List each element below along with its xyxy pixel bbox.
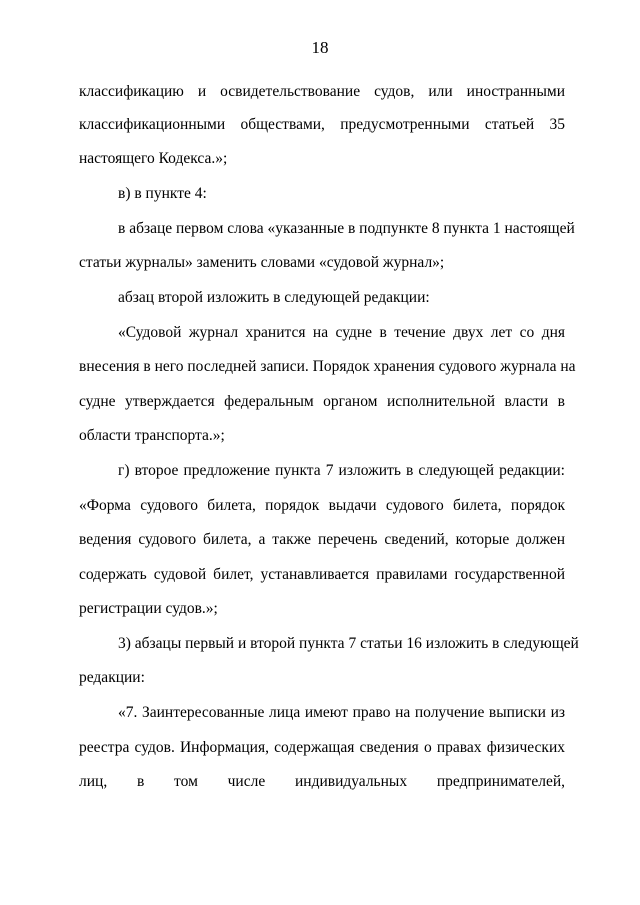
text-line: настоящего Кодекса.»;: [79, 150, 228, 167]
text-line: редакции:: [79, 669, 145, 686]
text-line: «7. Заинтересованные лица имеют право на получение выписки из: [118, 704, 565, 721]
text-line: судне утверждается федеральным органом исполнительной власти в: [79, 393, 565, 410]
text-line: в) в пункте 4:: [118, 185, 207, 202]
text-line: содержать судовой билет, устанавливается правилами государственной: [79, 566, 565, 583]
text-line: абзац второй изложить в следующей редакции:: [118, 289, 430, 306]
text-line: классификацию и освидетельствование судов, или иностранными: [79, 83, 565, 100]
page-number: 18: [311, 38, 329, 57]
text-line: области транспорта.»;: [79, 427, 225, 444]
text-line: «Судовой журнал хранится на судне в течение двух лет со дня: [118, 324, 565, 341]
text-line: «Форма судового билета, порядок выдачи судового билета, порядок: [79, 497, 565, 514]
text-line: регистрации судов.»;: [79, 600, 218, 617]
text-line: статьи журналы» заменить словами «судовой журнал»;: [79, 254, 445, 271]
text-line: в абзаце первом слова «указанные в подпункте 8 пункта 1 настоящей: [118, 220, 575, 237]
text-line: внесения в него последней записи. Порядок хранения судового журнала на: [79, 358, 576, 375]
text-line: реестра судов. Информация, содержащая сведения о правах физических: [79, 739, 565, 756]
text-line: 3) абзацы первый и второй пункта 7 статьи 16 изложить в следующей: [118, 635, 579, 652]
text-line: ведения судового билета, а также перечень сведений, которые должен: [79, 531, 565, 548]
text-line: классификационными обществами, предусмотренными статьей 35: [79, 116, 565, 133]
text-line: лиц, в том числе индивидуальных предпринимателей,: [79, 773, 565, 790]
text-line: г) второе предложение пункта 7 изложить в следующей редакции:: [118, 462, 565, 479]
